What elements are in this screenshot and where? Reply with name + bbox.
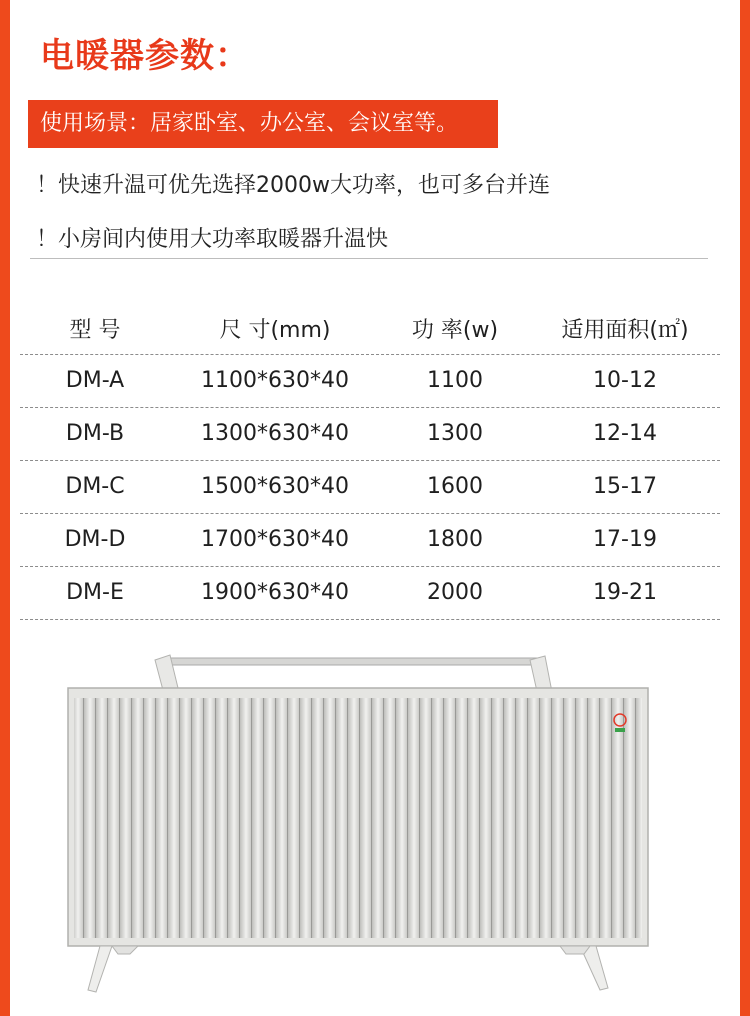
cell-power: 1300 <box>427 421 483 446</box>
panel-heater-image <box>60 650 660 1010</box>
divider <box>30 258 708 259</box>
table-row <box>20 514 720 567</box>
cell-size: 1700*630*40 <box>201 527 349 552</box>
cell-power: 1800 <box>427 527 483 552</box>
table-header-row <box>20 308 720 355</box>
note-small-room: ！小房间内使用大功率取暖器升温快 <box>36 227 389 252</box>
cell-model: DM-D <box>64 527 126 552</box>
cell-size: 1900*630*40 <box>201 580 349 605</box>
cell-area: 19-21 <box>593 580 657 605</box>
cell-area: 15-17 <box>593 474 657 499</box>
table-row <box>20 355 720 408</box>
header-model: 型 号 <box>69 318 121 343</box>
cell-model: DM-B <box>65 421 125 446</box>
header-area: 适用面积(㎡) <box>561 318 689 343</box>
left-border <box>0 0 10 640</box>
cell-area: 10-12 <box>593 368 657 393</box>
cell-model: DM-A <box>65 368 125 393</box>
header-power: 功 率(w) <box>411 318 499 343</box>
cell-model: DM-E <box>66 580 124 605</box>
heater-fins <box>74 698 642 938</box>
table-row <box>20 461 720 514</box>
usage-scene-banner: 使用场景：居家卧室、办公室、会议室等。 <box>28 100 498 148</box>
cell-size: 1500*630*40 <box>201 474 349 499</box>
cell-power: 2000 <box>427 580 483 605</box>
table-row <box>20 567 720 620</box>
right-border-lower <box>740 640 750 1016</box>
left-border-lower <box>0 640 10 1016</box>
note-fast-heating: ！快速升温可优先选择2000w大功率，也可多台并连 <box>36 173 550 198</box>
cell-size: 1100*630*40 <box>201 368 349 393</box>
spec-table <box>20 308 720 620</box>
cell-power: 1600 <box>427 474 483 499</box>
right-border <box>740 0 750 640</box>
cell-area: 12-14 <box>593 421 657 446</box>
cell-size: 1300*630*40 <box>201 421 349 446</box>
table-row <box>20 408 720 461</box>
cell-model: DM-C <box>65 474 125 499</box>
cell-power: 1100 <box>427 368 483 393</box>
left-foot <box>88 946 112 992</box>
cell-area: 17-19 <box>593 527 657 552</box>
header-size: 尺 寸(mm) <box>219 318 331 343</box>
page-title: 电暖器参数： <box>40 36 250 76</box>
